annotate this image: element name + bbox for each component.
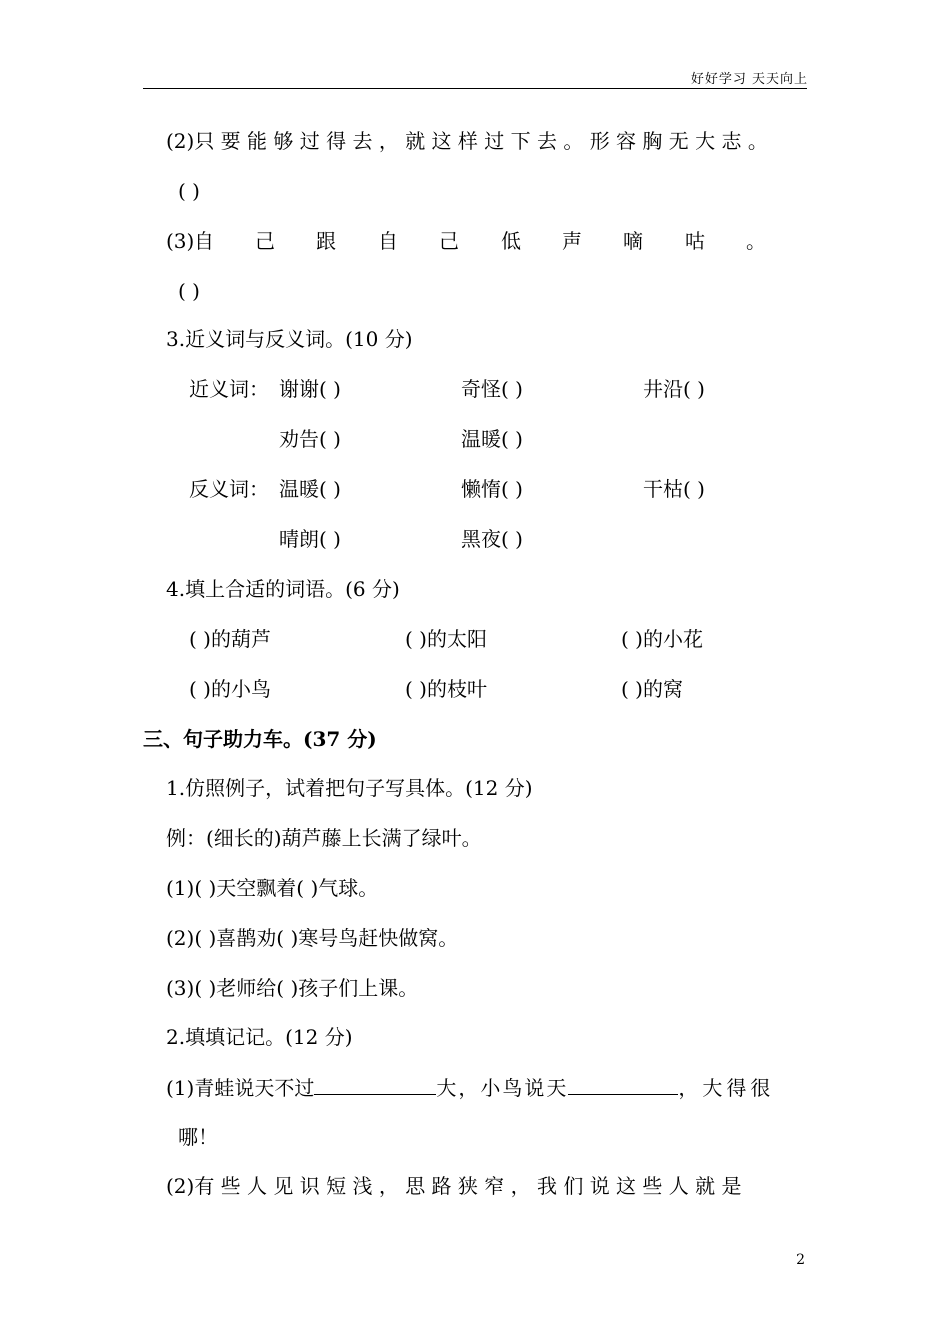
q4-item: ( )的枝叶 xyxy=(405,677,487,701)
q4-item: ( )的小花 xyxy=(621,627,703,651)
section-3-title: 三、句子助力车。(37 分) xyxy=(143,727,377,751)
q2-item-3-char: 咕 xyxy=(685,229,705,253)
q3-title: 3.近义词与反义词。(10 分) xyxy=(166,327,413,351)
q4-item: ( )的窝 xyxy=(621,677,683,701)
q2-item-3-char: 低 xyxy=(501,229,521,253)
s3-q1-item: (3)( )老师给( )孩子们上课。 xyxy=(166,976,419,1000)
header-divider xyxy=(143,88,807,89)
synonym-item: 温暖( ) xyxy=(461,427,523,451)
antonym-item: 温暖( ) xyxy=(279,477,341,501)
q4-title: 4.填上合适的词语。(6 分) xyxy=(166,577,400,601)
q2-item-2-answer: ( ) xyxy=(178,179,200,203)
antonym-label: 反义词： xyxy=(189,477,269,501)
q2-item-3-char: 自 xyxy=(378,229,398,253)
synonym-item: 谢谢( ) xyxy=(279,377,341,401)
s3-q2-item-1-cont: 哪！ xyxy=(178,1125,218,1149)
q2-item-3-char: 嘀 xyxy=(623,229,643,253)
s3-q1-example: 例：(细长的)葫芦藤上长满了绿叶。 xyxy=(166,826,482,850)
q2-item-3-char: 己 xyxy=(255,229,275,253)
q2-item-3-char: 声 xyxy=(562,229,582,253)
s3-q2-item-1-part-c: ，大得很 xyxy=(678,1076,775,1100)
antonym-item: 晴朗( ) xyxy=(279,527,341,551)
antonym-item: 黑夜( ) xyxy=(461,527,523,551)
q2-item-3-answer: ( ) xyxy=(178,279,200,303)
q2-item-3-char: 己 xyxy=(439,229,459,253)
page-number: 2 xyxy=(796,1252,805,1268)
q2-item-3-char: 自 xyxy=(194,229,214,253)
synonym-item: 井沿( ) xyxy=(643,377,705,401)
q2-item-2: (2)只 要 能 够 过 得 去 ， 就 这 样 过 下 去 。 形 容 胸 无 大 志 。 xyxy=(166,129,768,153)
q4-item: ( )的葫芦 xyxy=(189,627,271,651)
q2-item-3-number: (3) xyxy=(166,229,195,253)
fill-blank[interactable] xyxy=(314,1074,436,1095)
s3-q2-item-1-part-b: 大，小鸟说天 xyxy=(436,1076,569,1100)
q4-item: ( )的太阳 xyxy=(405,627,487,651)
s3-q1-item: (1)( )天空飘着( )气球。 xyxy=(166,876,379,900)
antonym-item: 干枯( ) xyxy=(643,477,705,501)
synonym-label: 近义词： xyxy=(189,377,269,401)
fill-blank[interactable] xyxy=(568,1074,678,1095)
q2-item-3-char: 跟 xyxy=(316,229,336,253)
s3-q1-item: (2)( )喜鹊劝( )寒号鸟赶快做窝。 xyxy=(166,926,459,950)
s3-q2-item-1 xyxy=(166,1074,774,1101)
s3-q2-item-2: (2)有 些 人 见 识 短 浅 ， 思 路 狭 窄 ， 我 们 说 这 些 人 就 是 xyxy=(166,1174,742,1198)
synonym-item: 劝告( ) xyxy=(279,427,341,451)
page-header: 好好学习 天天向上 xyxy=(690,72,808,87)
antonym-item: 懒惰( ) xyxy=(461,477,523,501)
q4-item: ( )的小鸟 xyxy=(189,677,271,701)
s3-q2-title: 2.填填记记。(12 分) xyxy=(166,1025,353,1049)
synonym-item: 奇怪( ) xyxy=(461,377,523,401)
q2-item-3-char: 。 xyxy=(746,229,766,253)
s3-q2-item-1-part-a: (1)青蛙说天不过 xyxy=(166,1076,315,1100)
s3-q1-title: 1.仿照例子，试着把句子写具体。(12 分) xyxy=(166,776,533,800)
